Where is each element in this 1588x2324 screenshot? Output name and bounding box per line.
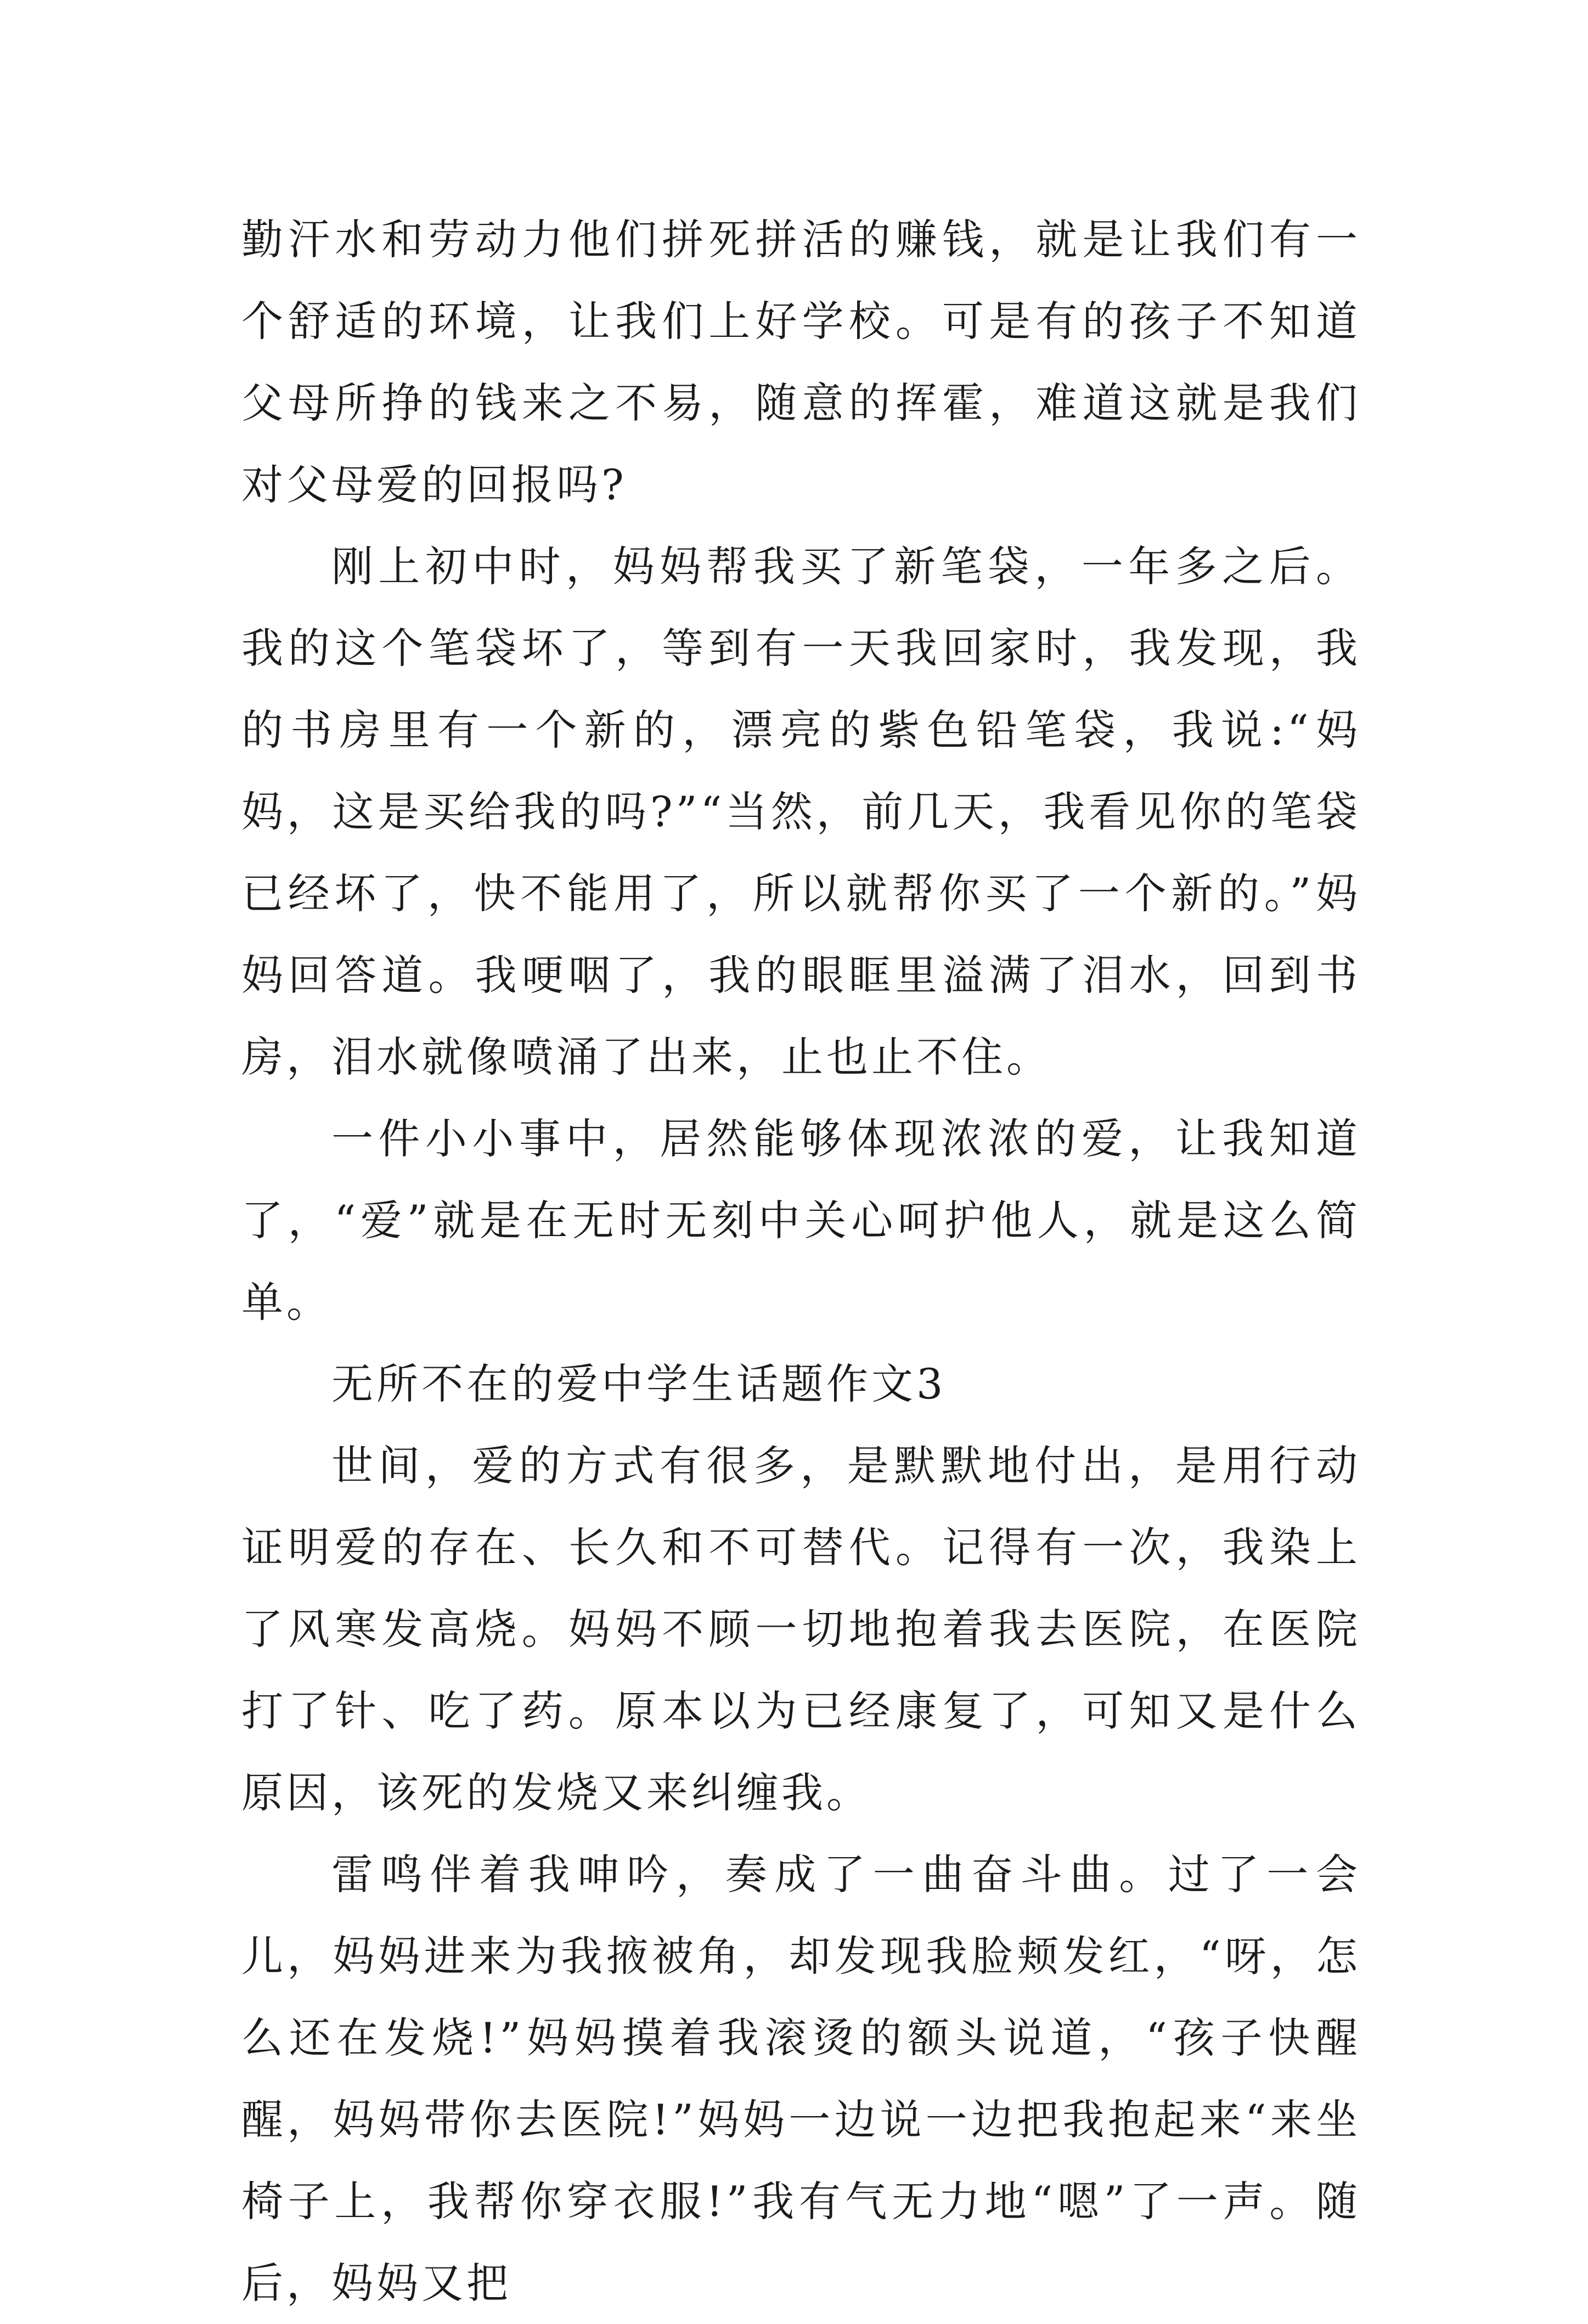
document-body: [241, 199, 1361, 2324]
section-heading: 无所不在的爱中学生话题作文3: [331, 1360, 947, 1408]
paragraph-2: 刚上初中时，妈妈帮我买了新笔袋，一年多之后。我的这个笔袋坏了，等到有一天我回家时，我发现，我的书房里有一个新的，漂亮的紫色铅笔袋，我说:“妈妈，这是买给我的吗?”“当然，前几天，我看见你的笔袋已经坏了，快不能用了，所以就帮你买了一个新的。”妈妈回答道。我哽咽了，我的眼眶里溢满了泪水，回到书房，泪水就像喷涌了出来，止也止不住。: [241, 542, 1361, 1081]
paragraph-3: 一件小小事中，居然能够体现浓浓的爱，让我知道了，“爱”就是在无时无刻中关心呵护他人，就是这么简单。: [241, 1114, 1361, 1327]
paragraph-1: 勤汗水和劳动力他们拼死拼活的赚钱，就是让我们有一个舒适的环境，让我们上好学校。可是有的孩子不知道父母所挣的钱来之不易，随意的挥霍，难道这就是我们对父母爱的回报吗?: [241, 215, 1361, 509]
paragraph-5: 雷鸣伴着我呻吟，奏成了一曲奋斗曲。过了一会儿，妈妈进来为我掖被角，却发现我脸颊发红，“呀，怎么还在发烧!”妈妈摸着我滚烫的额头说道，“孩子快醒醒，妈妈带你去医院!”妈妈一边说一边把我抱起来“来坐椅子上，我帮你穿衣服!”我有气无力地“嗯”了一声。随后，妈妈又把: [241, 1850, 1361, 2308]
paragraph-4: 世间，爱的方式有很多，是默默地付出，是用行动证明爱的存在、长久和不可替代。记得有一次，我染上了风寒发高烧。妈妈不顾一切地抱着我去医院，在医院打了针、吃了药。原本以为已经康复了，可知又是什么原因，该死的发烧又来纠缠我。: [241, 1441, 1361, 1817]
